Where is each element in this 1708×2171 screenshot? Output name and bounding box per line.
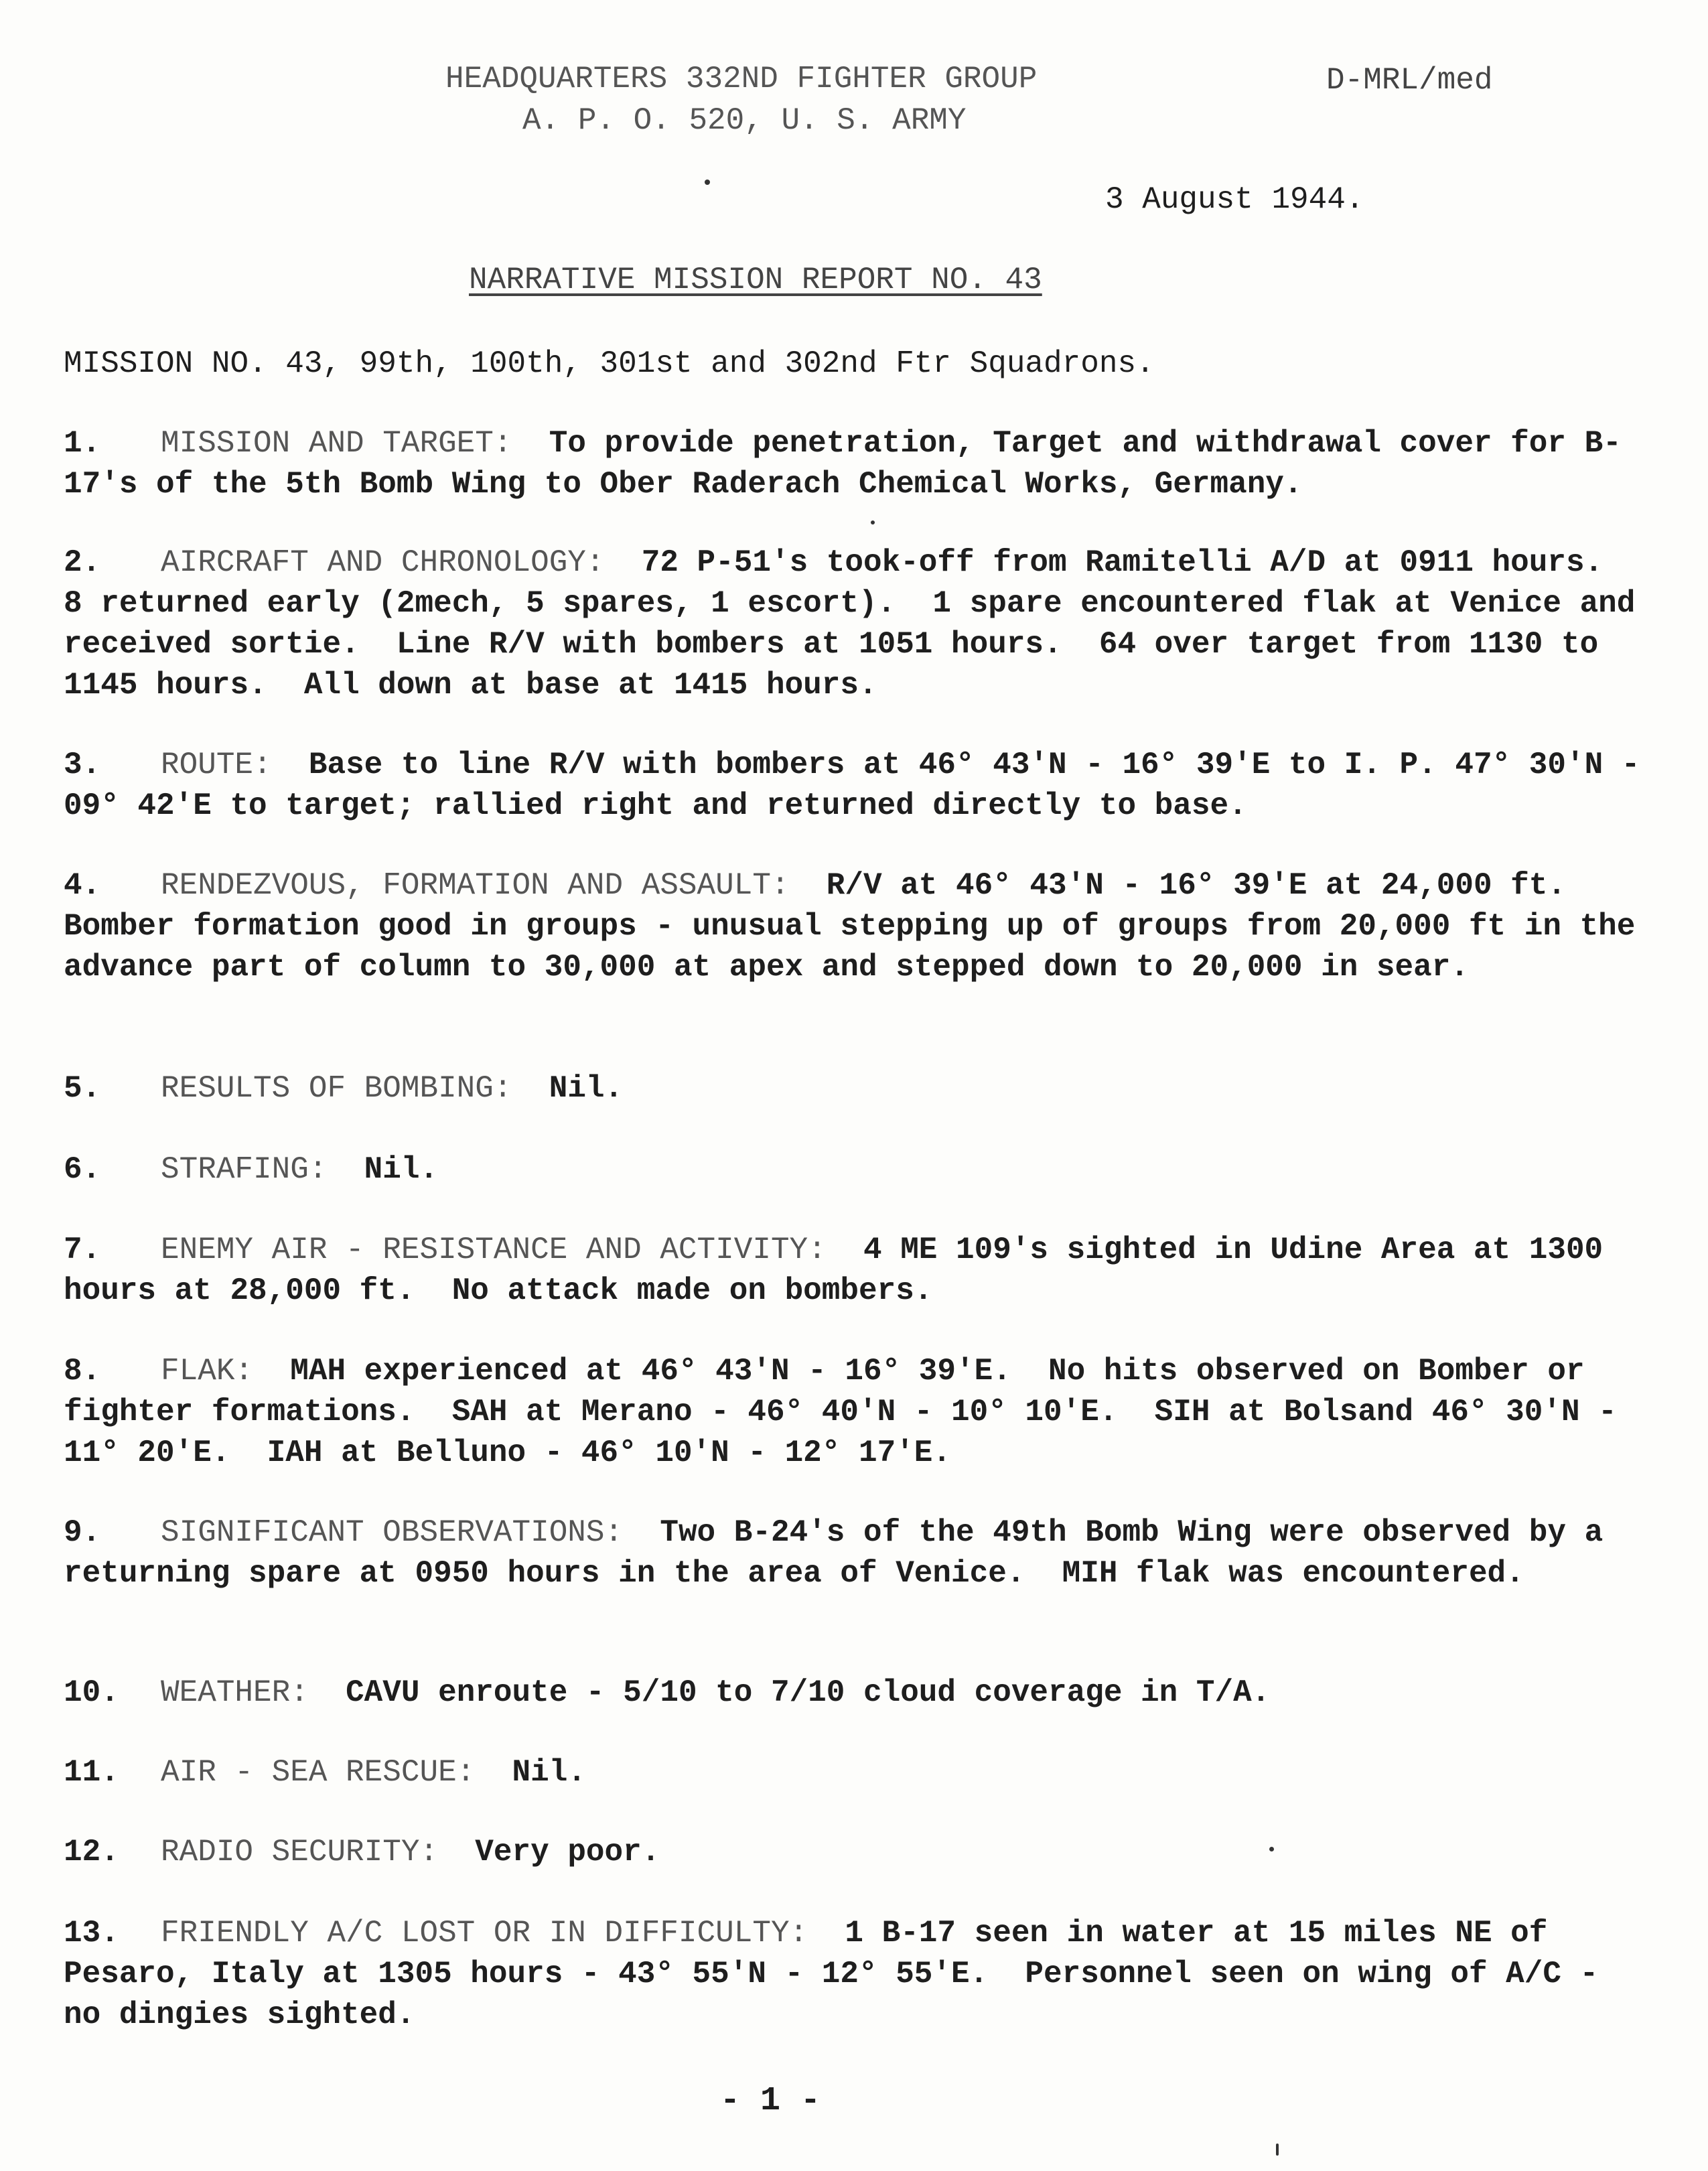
item-label: MISSION AND TARGET: bbox=[161, 426, 512, 461]
item-number: 5. bbox=[64, 1071, 101, 1106]
item-number: 2. bbox=[64, 545, 101, 580]
item-text: MAH experienced at 46° 43'N - 16° 39'E. No hits observed on Bomber or fighter formations. SAH at Merano - 46° 40'N - 10° 10'E. SIH at Bolsand 46° 30'N - 11° 20'E. IAH at Belluno - 46° 10'N - 12° 17'E. bbox=[64, 1354, 1636, 1470]
headquarters-title: HEADQUARTERS 332ND FIGHTER GROUP bbox=[445, 62, 1038, 96]
report-item-mission-and-target bbox=[64, 423, 1644, 505]
item-text: Nil. bbox=[512, 1755, 586, 1790]
item-label: RENDEZVOUS, FORMATION AND ASSAULT: bbox=[161, 868, 790, 903]
item-number: 10. bbox=[64, 1675, 119, 1710]
report-item-route bbox=[64, 745, 1658, 827]
reference-code: D-MRL/med bbox=[1326, 63, 1493, 98]
report-date: 3 August 1944. bbox=[1105, 182, 1364, 217]
item-text: To provide penetration, Target and withdrawal cover for B-17's of the 5th Bomb Wing to Ober Raderach Chemical Works, Germany. bbox=[64, 426, 1622, 502]
item-number: 3. bbox=[64, 748, 101, 782]
item-text: Base to line R/V with bombers at 46° 43'N - 16° 39'E to I. P. 47° 30'N - 09° 42'E to target; rallied right and returned directly to base. bbox=[64, 748, 1658, 823]
item-number: 11. bbox=[64, 1755, 119, 1790]
report-item-rendezvous bbox=[64, 865, 1654, 988]
item-label: FLAK: bbox=[161, 1354, 254, 1389]
item-number: 8. bbox=[64, 1354, 101, 1389]
item-number: 6. bbox=[64, 1152, 101, 1187]
report-item-radio-security bbox=[64, 1832, 1644, 1873]
report-item-enemy-air bbox=[64, 1230, 1644, 1312]
item-label: FRIENDLY A/C LOST OR IN DIFFICULTY: bbox=[161, 1916, 808, 1951]
report-item-friendly-aircraft-lost bbox=[64, 1913, 1644, 2036]
item-number: 1. bbox=[64, 426, 101, 461]
report-item-flak bbox=[64, 1351, 1644, 1474]
scan-speck bbox=[1276, 2144, 1279, 2156]
item-label: WEATHER: bbox=[161, 1675, 309, 1710]
page-number: - 1 - bbox=[720, 2082, 821, 2120]
item-number: 13. bbox=[64, 1916, 119, 1951]
item-label: SIGNIFICANT OBSERVATIONS: bbox=[161, 1515, 624, 1550]
scan-speck bbox=[705, 180, 710, 185]
apo-address: A. P. O. 520, U. S. ARMY bbox=[522, 103, 967, 138]
item-text: Nil. bbox=[364, 1152, 439, 1187]
item-number: 12. bbox=[64, 1835, 119, 1870]
item-text: Nil. bbox=[549, 1071, 624, 1106]
item-label: AIR - SEA RESCUE: bbox=[161, 1755, 476, 1790]
item-label: RESULTS OF BOMBING: bbox=[161, 1071, 512, 1106]
item-number: 9. bbox=[64, 1515, 101, 1550]
item-label: ROUTE: bbox=[161, 748, 272, 782]
item-label: AIRCRAFT AND CHRONOLOGY: bbox=[161, 545, 605, 580]
mission-line: MISSION NO. 43, 99th, 100th, 301st and 302nd Ftr Squadrons. bbox=[64, 346, 1155, 381]
report-item-air-sea-rescue bbox=[64, 1752, 1644, 1793]
item-label: STRAFING: bbox=[161, 1152, 328, 1187]
report-title: NARRATIVE MISSION REPORT NO. 43 bbox=[469, 263, 1042, 297]
item-text: Very poor. bbox=[475, 1835, 660, 1870]
item-text: 72 P-51's took-off from Ramitelli A/D at 0911 hours. 8 returned early (2mech, 5 spares, 1 escort). 1 spare encountered flak at Venice and received sortie. Line R/V with bombers at 1051 hours. 64 over target from 1130 to 1145 hours. All down at base at 1415 hours. bbox=[64, 545, 1654, 703]
report-item-aircraft-and-chronology bbox=[64, 543, 1654, 706]
item-label: ENEMY AIR - RESISTANCE AND ACTIVITY: bbox=[161, 1233, 827, 1267]
item-text: Two B-24's of the 49th Bomb Wing were observed by a returning spare at 0950 hours in the area of Venice. MIH flak was encountered. bbox=[64, 1515, 1622, 1591]
scan-speck bbox=[1269, 1847, 1274, 1851]
report-item-strafing bbox=[64, 1149, 1644, 1190]
item-label: RADIO SECURITY: bbox=[161, 1835, 439, 1870]
item-text: 1 B-17 seen in water at 15 miles NE of Pesaro, Italy at 1305 hours - 43° 55'N - 12° 55'E. Personnel seen on wing of A/C - no dingies sighted. bbox=[64, 1916, 1617, 2032]
item-number: 4. bbox=[64, 868, 101, 903]
item-number: 7. bbox=[64, 1233, 101, 1267]
report-item-significant-observations bbox=[64, 1513, 1644, 1594]
scan-speck bbox=[871, 520, 875, 524]
item-text: CAVU enroute - 5/10 to 7/10 cloud coverage in T/A. bbox=[346, 1675, 1271, 1710]
item-text: R/V at 46° 43'N - 16° 39'E at 24,000 ft. Bomber formation good in groups - unusual stepping up of groups from 20,000 ft in the advance part of column to 30,000 at apex and stepped down to 20,000 in sear. bbox=[64, 868, 1654, 985]
report-item-results-of-bombing bbox=[64, 1068, 1644, 1109]
item-text: 4 ME 109's sighted in Udine Area at 1300 hours at 28,000 ft. No attack made on bombers. bbox=[64, 1233, 1622, 1308]
report-item-weather bbox=[64, 1673, 1644, 1713]
